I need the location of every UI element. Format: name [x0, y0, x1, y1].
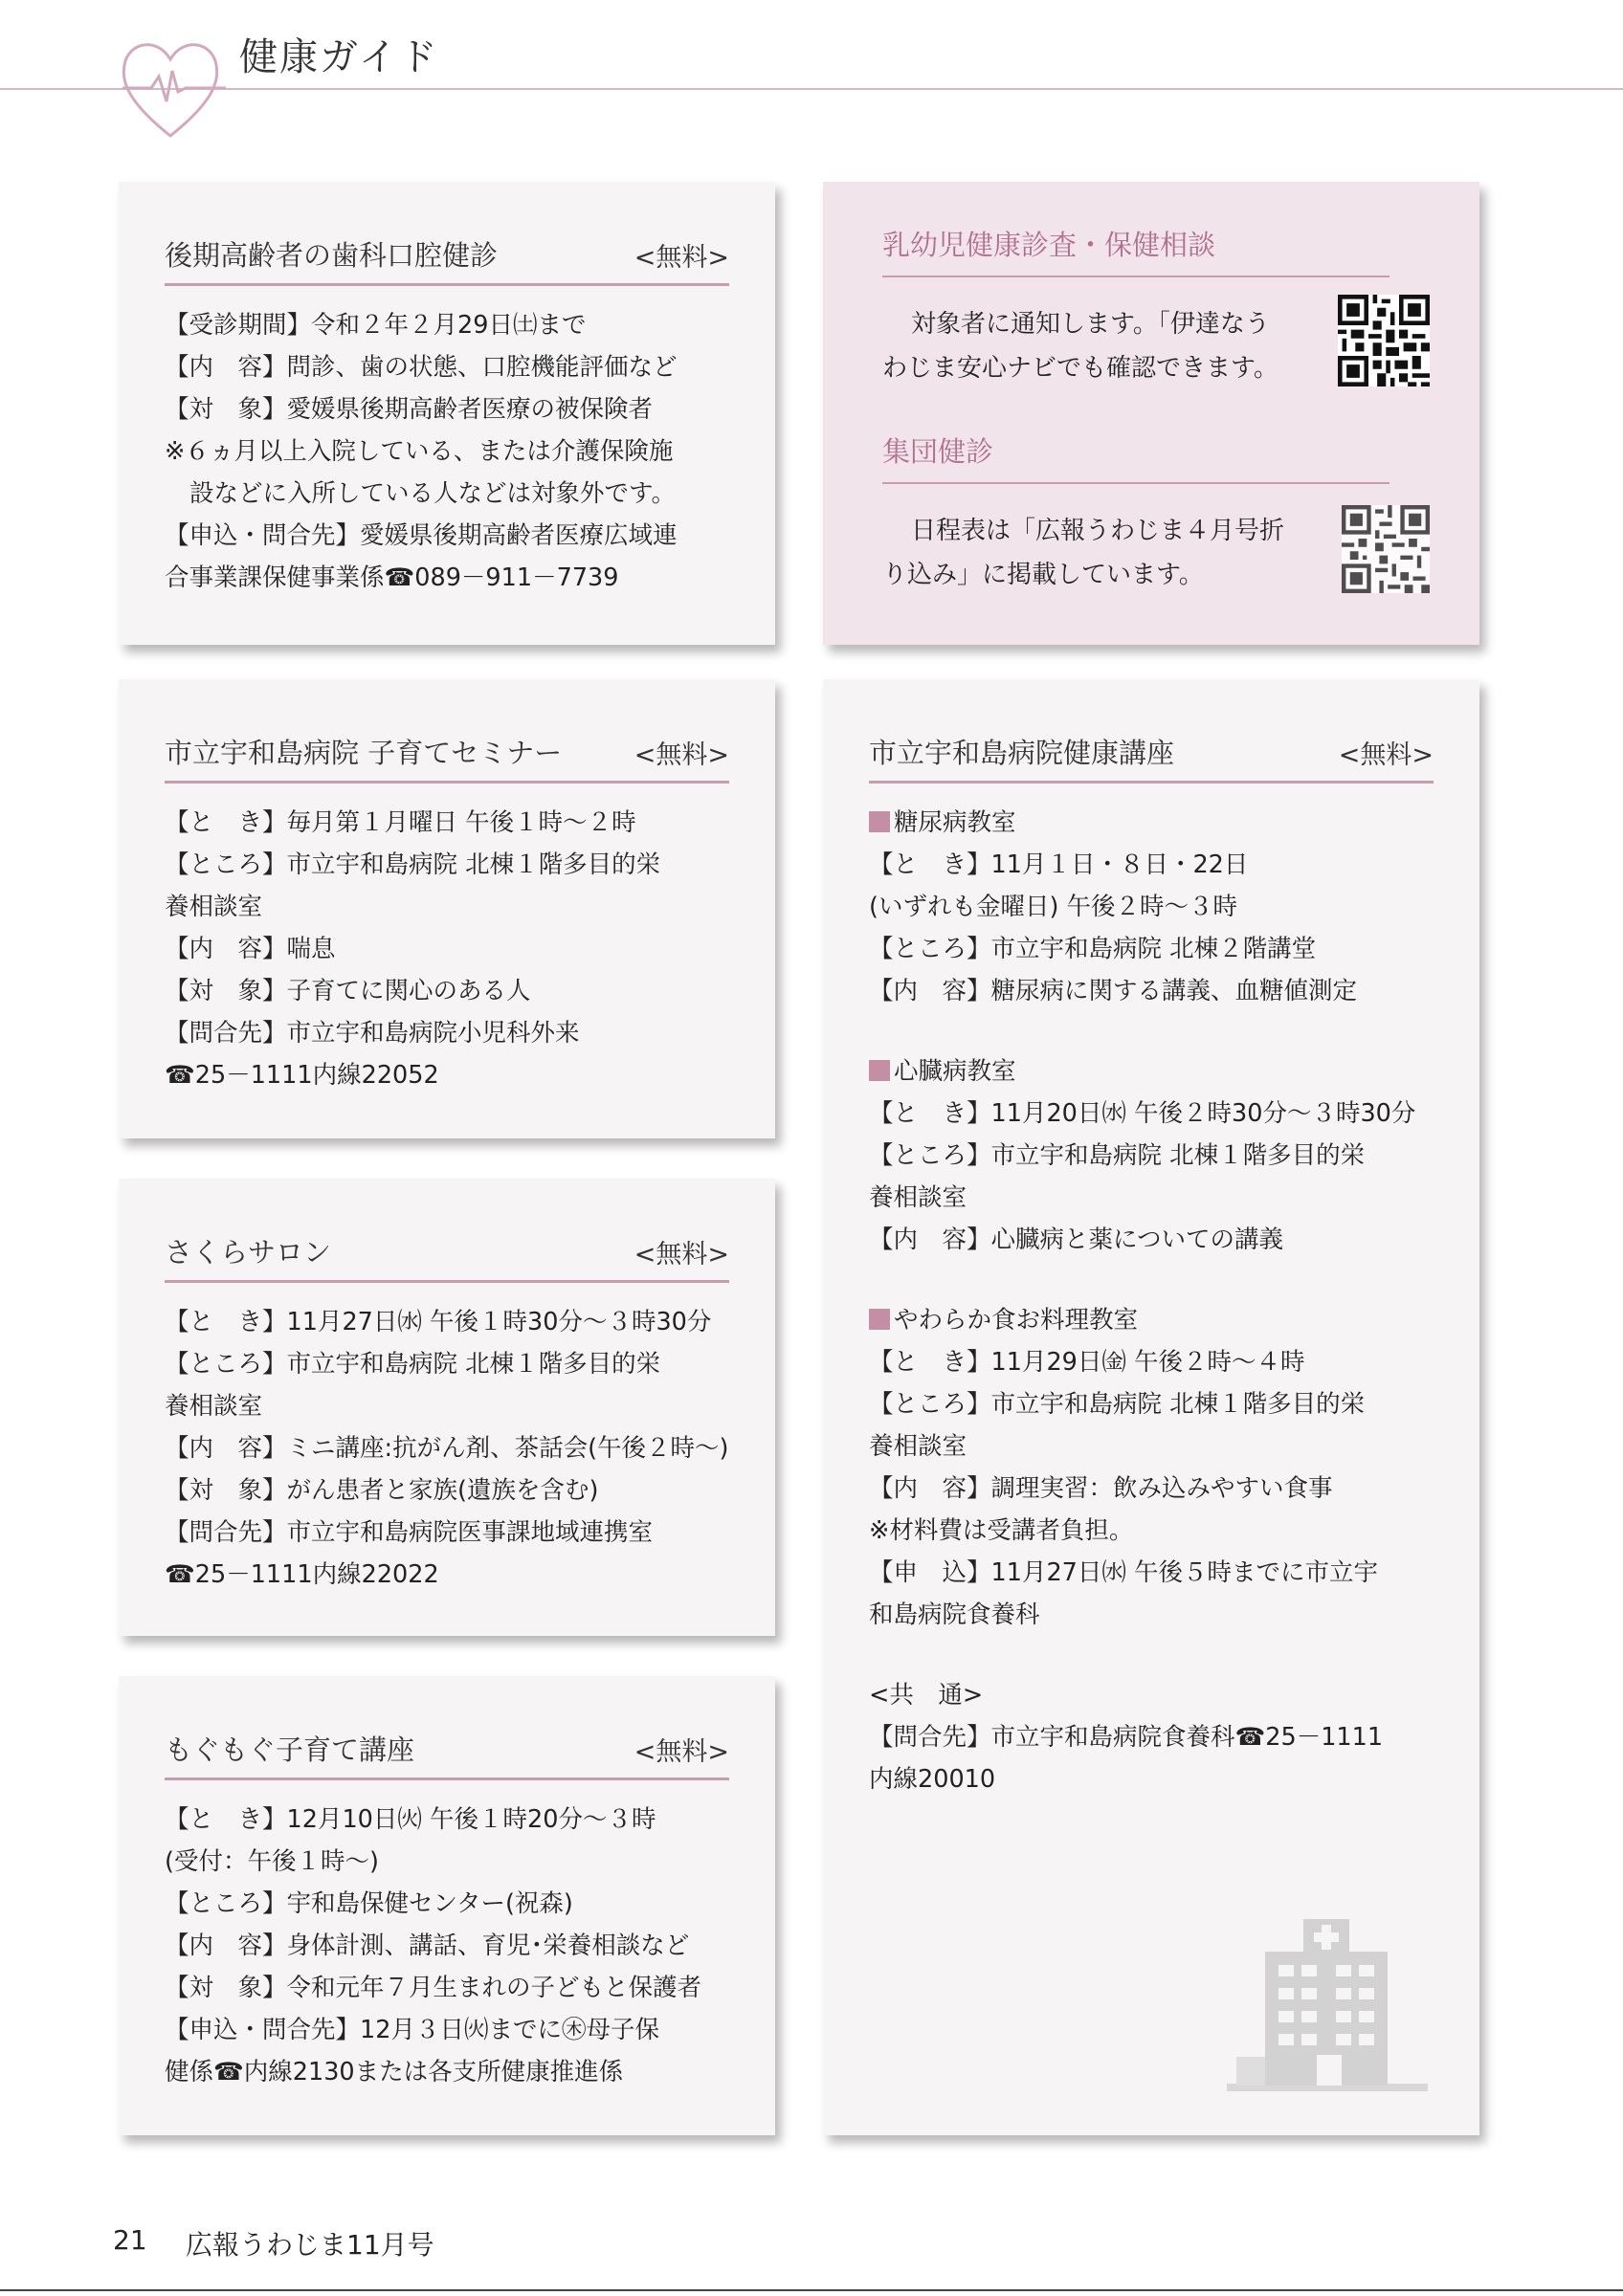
card-subtitle: 集団健診 — [882, 435, 994, 468]
body-line: 【対 象】愛媛県後期高齢者医療の被保険者 — [165, 395, 654, 424]
body-line: 養相談室 — [869, 1432, 967, 1461]
body-line: 【内 容】心臓病と薬についての講義 — [869, 1225, 1283, 1254]
card-body — [165, 1301, 737, 1596]
body-line: 養相談室 — [165, 893, 263, 921]
publication-name: 広報うわじま11月号 — [186, 2229, 434, 2261]
body-line: 【ところ】市立宇和島病院 北棟１階多目的栄 — [869, 1141, 1366, 1170]
card-dental-checkup — [119, 182, 775, 645]
body-line: 【問合先】市立宇和島病院医事課地域連携室 — [165, 1518, 654, 1547]
body-line: 養相談室 — [165, 1392, 263, 1421]
body-line: り込み」に掲載しています。 — [882, 561, 1204, 589]
body-line: 【内 容】調理実習：飲み込みやすい食事 — [869, 1474, 1333, 1503]
free-tag: <無料> — [1338, 740, 1434, 770]
spacer — [869, 1261, 1441, 1299]
card-title: 市立宇和島病院健康講座 — [869, 737, 1175, 769]
card-title: 後期高齢者の歯科口腔健診 — [165, 239, 499, 272]
footer-rule — [0, 2289, 1623, 2291]
section-heading-text: 糖尿病教室 — [894, 808, 1016, 837]
body-line: ※材料費は受講者負担。 — [869, 1516, 1134, 1545]
body-line: 【ところ】市立宇和島病院 北棟１階多目的栄 — [165, 850, 661, 879]
body-line: 【内 容】問診、歯の状態、口腔機能評価など — [165, 353, 678, 382]
body-line: 【ところ】市立宇和島病院 北棟２階講堂 — [869, 935, 1317, 963]
section-heading-text: 心臓病教室 — [894, 1057, 1016, 1086]
body-line: 対象者に通知します。「伊達なう — [911, 310, 1270, 339]
body-line: 【内 容】ミニ講座:抗がん剤、茶話会(午後２時～) — [165, 1434, 729, 1463]
body-line: 【と き】11月29日㈮ 午後２時～４時 — [869, 1348, 1305, 1377]
free-tag: <無料> — [634, 243, 729, 273]
body-line: (いずれも金曜日) 午後２時～３時 — [869, 893, 1238, 921]
card-body — [165, 304, 733, 599]
card-header — [165, 232, 729, 286]
free-tag: <無料> — [634, 740, 729, 770]
body-line: 養相談室 — [869, 1183, 967, 1212]
section-heading-text: やわらか食お料理教室 — [894, 1306, 1139, 1335]
common-heading: <共 通> — [869, 1681, 984, 1710]
body-line: 【申 込】11月27日㈬ 午後５時までに市立宇 — [869, 1558, 1379, 1587]
hospital-building-icon — [1227, 1913, 1437, 2095]
card-header — [165, 729, 729, 784]
card-header — [165, 1726, 729, 1780]
square-bullet-icon — [869, 1309, 890, 1330]
card-body — [165, 802, 733, 1096]
card-title: もぐもぐ子育て講座 — [165, 1733, 415, 1766]
body-line: 【ところ】宇和島保健センター(祝森) — [165, 1889, 573, 1918]
body-line: (受付：午後１時～) — [165, 1847, 379, 1876]
body-line: 【申込・問合先】12月３日㈫までに㊍母子保 — [165, 2016, 659, 2044]
title-rule — [882, 276, 1390, 277]
card-header — [165, 1228, 729, 1283]
body-line: 日程表は「広報うわじま４月号折 — [911, 517, 1285, 545]
body-line: 【問合先】市立宇和島病院食養科☎25－1111 — [869, 1723, 1384, 1752]
body-line: ☎25－1111内線22022 — [165, 1560, 439, 1589]
free-tag: <無料> — [634, 1737, 729, 1767]
body-line: 和島病院食養科 — [869, 1601, 1040, 1629]
body-line: 内線20010 — [869, 1765, 996, 1794]
square-bullet-icon — [869, 811, 890, 832]
body-line: ☎25－1111内線22052 — [165, 1061, 439, 1090]
subtitle-rule — [882, 482, 1390, 484]
section-heading — [869, 1050, 1441, 1093]
section-heading — [869, 802, 1441, 844]
card-childcare-seminar — [119, 679, 775, 1138]
body-line: 【と き】12月10日㈫ 午後１時20分～３時 — [165, 1805, 656, 1834]
page-title: 健康ガイド — [239, 35, 439, 79]
card-title: 市立宇和島病院 子育てセミナー — [165, 737, 563, 769]
body-line: 【問合先】市立宇和島病院小児科外来 — [165, 1019, 580, 1048]
header-rule — [0, 88, 1623, 90]
square-bullet-icon — [869, 1060, 890, 1081]
body-line: ※６ヵ月以上入院している、または介護保険施 — [165, 437, 674, 466]
qr-code-icon — [1342, 505, 1430, 593]
body-line: 【内 容】糖尿病に関する講義、血糖値測定 — [869, 977, 1358, 1005]
card-title: さくらサロン — [165, 1236, 332, 1269]
card-infant-checkup — [823, 182, 1479, 645]
page-number: 21 — [113, 2224, 147, 2256]
body-line: 【対 象】がん患者と家族(遺族を含む) — [165, 1476, 599, 1505]
body-line: 【対 象】令和元年７月生まれの子どもと保護者 — [165, 1974, 702, 2002]
body-line: 【対 象】子育てに関心のある人 — [165, 977, 531, 1005]
body-line: 【ところ】市立宇和島病院 北棟１階多目的栄 — [869, 1390, 1366, 1419]
body-line: 【受診期間】令和２年２月29日㈯まで — [165, 311, 587, 340]
body-line: 【と き】毎月第１月曜日 午後１時～２時 — [165, 808, 636, 837]
card-title: 乳幼児健康診査・保健相談 — [882, 229, 1216, 261]
section-heading — [869, 1299, 1441, 1341]
card-body — [165, 1799, 737, 2093]
body-line: 【申込・問合先】愛媛県後期高齢者医療広域連 — [165, 521, 678, 550]
heart-icon — [113, 29, 228, 144]
body-line: 【と き】11月20日㈬ 午後２時30分～３時30分 — [869, 1099, 1416, 1128]
spacer — [869, 1636, 1441, 1674]
body-line: 健係☎内線2130または各支所健康推進係 — [165, 2058, 624, 2086]
qr-code-icon — [1338, 295, 1430, 386]
card-sakura-salon — [119, 1179, 775, 1636]
body-line: 【内 容】身体計測、講話、育児･栄養相談など — [165, 1932, 690, 1960]
body-line: 【ところ】市立宇和島病院 北棟１階多目的栄 — [165, 1350, 661, 1379]
body-line: 【と き】11月１日・８日・22日 — [869, 850, 1249, 879]
card-header — [869, 729, 1434, 784]
free-tag: <無料> — [634, 1240, 729, 1269]
body-line: 合事業課保健事業係☎089－911－7739 — [165, 563, 619, 592]
body-line: 【内 容】喘息 — [165, 935, 336, 963]
body-line: 設などに入所している人などは対象外です。 — [189, 479, 676, 508]
body-line: 【と き】11月27日㈬ 午後１時30分～３時30分 — [165, 1308, 712, 1336]
spacer — [869, 1012, 1441, 1050]
body-line: わじま安心ナビでも確認できます。 — [882, 354, 1278, 383]
card-mogumogu-class — [119, 1676, 775, 2135]
card-body — [869, 802, 1441, 1800]
